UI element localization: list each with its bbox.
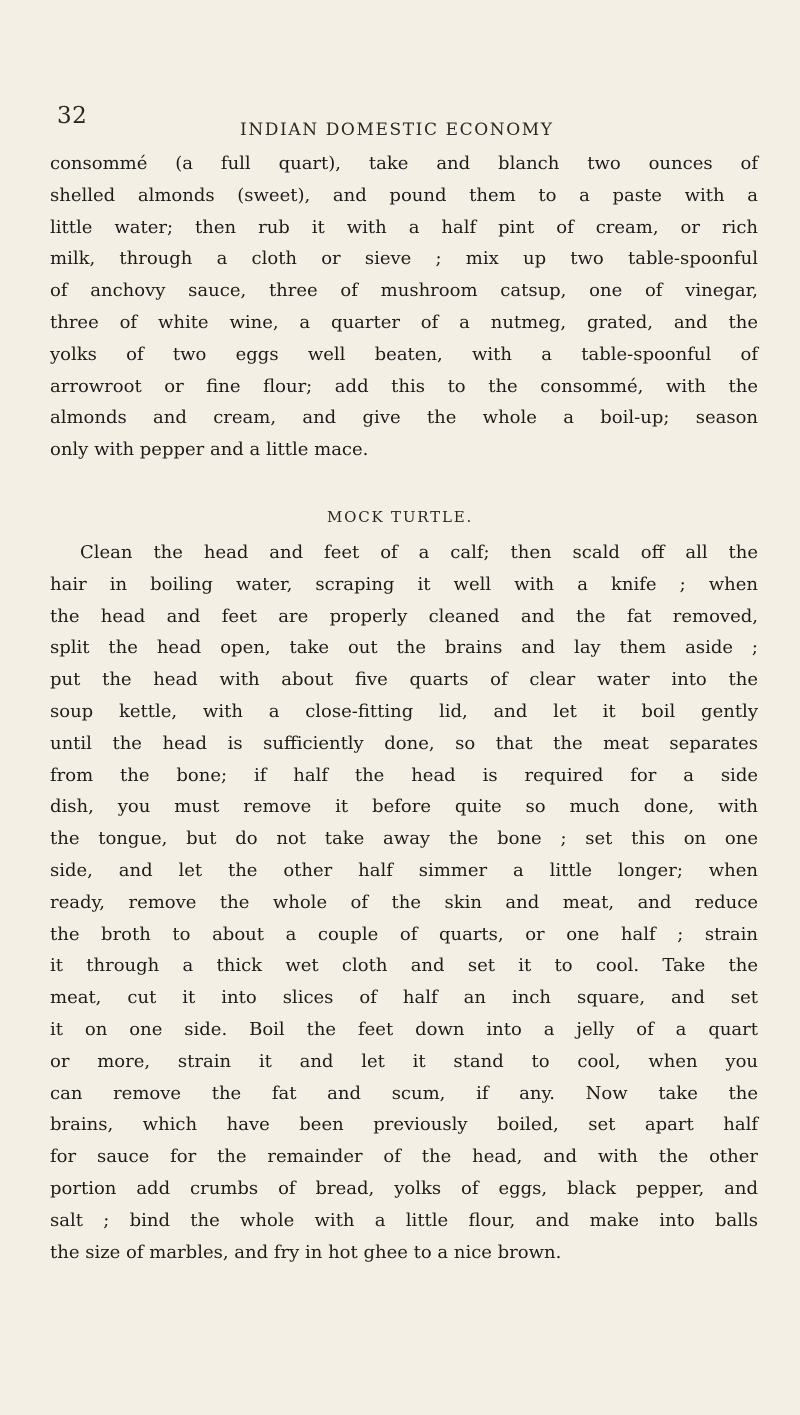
text-line: or more, strain it and let it stand to cool, when you xyxy=(50,1050,758,1072)
text-line: milk, through a cloth or sieve ; mix up two table-spoonful xyxy=(50,248,758,270)
text-line: portion add crumbs of bread, yolks of eggs, black pepper, and xyxy=(50,1177,758,1199)
text-line: brains, which have been previously boiled, set apart half xyxy=(50,1114,758,1136)
text-line: arrowroot or fine flour; add this to the consommé, with the xyxy=(50,375,758,397)
text-line: three of white wine, a quarter of a nutmeg, grated, and the xyxy=(50,311,758,333)
text-line: yolks of two eggs well beaten, with a table-spoonful of xyxy=(50,343,758,365)
paragraph-mock-turtle xyxy=(50,537,758,1268)
text-line: the broth to about a couple of quarts, or one half ; strain xyxy=(50,923,758,945)
paragraph-consomme xyxy=(50,148,758,466)
section-heading: MOCK TURTLE. xyxy=(326,508,474,526)
text-line: consommé (a full quart), take and blanch two ounces of xyxy=(50,153,758,174)
text-line: little water; then rub it with a half pint of cream, or rich xyxy=(50,216,758,238)
running-head: INDIAN DOMESTIC ECONOMY xyxy=(240,120,554,140)
text-line: for sauce for the remainder of the head, and with the other xyxy=(50,1146,758,1168)
text-line: soup kettle, with a close-fitting lid, and let it boil gently xyxy=(50,700,758,722)
text-line: the head and feet are properly cleaned and the fat removed, xyxy=(50,605,758,627)
text-line: until the head is sufficiently done, so that the meat separates xyxy=(50,732,758,754)
text-line: salt ; bind the whole with a little flour, and make into balls xyxy=(50,1209,758,1231)
text-line: ready, remove the whole of the skin and meat, and reduce xyxy=(50,891,758,913)
text-line: the tongue, but do not take away the bone ; set this on one xyxy=(50,828,758,850)
text-line: meat, cut it into slices of half an inch square, and set xyxy=(50,987,758,1009)
text-line: split the head open, take out the brains and lay them aside ; xyxy=(50,637,758,659)
text-line: shelled almonds (sweet), and pound them to a paste with a xyxy=(50,184,758,206)
text-line: hair in boiling water, scraping it well with a knife ; when xyxy=(50,573,758,595)
text-line: side, and let the other half simmer a little longer; when xyxy=(50,859,758,881)
text-line: dish, you must remove it before quite so much done, with xyxy=(50,796,758,818)
text-line: of anchovy sauce, three of mushroom catsup, one of vinegar, xyxy=(50,280,758,302)
text-line: the size of marbles, and fry in hot ghee to a nice brown. xyxy=(50,1241,562,1263)
text-line: almonds and cream, and give the whole a boil-up; season xyxy=(50,407,758,429)
text-line: only with pepper and a little mace. xyxy=(50,439,369,461)
text-line: put the head with about five quarts of clear water into the xyxy=(50,669,758,691)
text-line: it on one side. Boil the feet down into a jelly of a quart xyxy=(50,1018,758,1040)
text-line: can remove the fat and scum, if any. Now take the xyxy=(50,1082,758,1104)
text-line: Clean the head and feet of a calf; then scald off all the xyxy=(80,542,758,563)
text-line: it through a thick wet cloth and set it to cool. Take the xyxy=(50,955,758,977)
page-number: 32 xyxy=(57,103,88,129)
text-line: from the bone; if half the head is required for a side xyxy=(50,764,758,786)
